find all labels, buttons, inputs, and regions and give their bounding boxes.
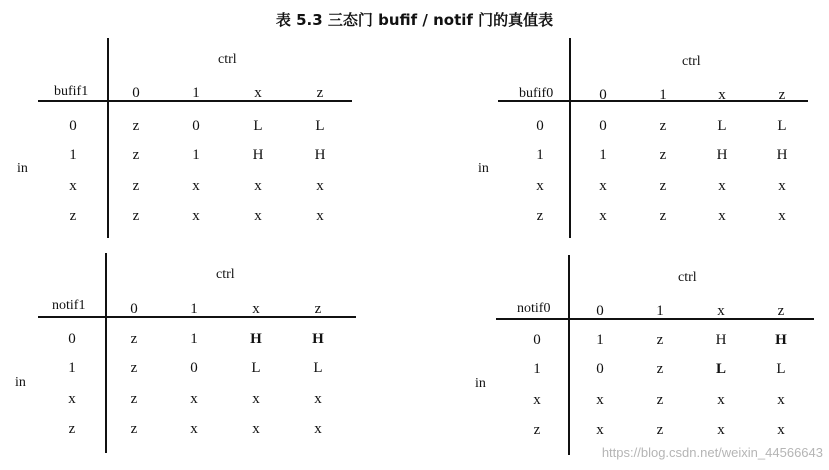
output-cell: z — [659, 147, 667, 163]
output-cell: x — [717, 392, 725, 408]
output-cell: 0 — [190, 360, 198, 376]
output-cell: x — [599, 178, 607, 194]
output-cell: 1 — [192, 147, 200, 163]
ctrl-value: x — [718, 87, 726, 103]
ctrl-value: 0 — [132, 85, 140, 101]
in-value: z — [536, 208, 544, 224]
output-cell: z — [659, 118, 667, 134]
ctrl-value: 0 — [599, 87, 607, 103]
in-value: x — [533, 392, 541, 408]
output-cell: x — [596, 422, 604, 438]
output-cell: x — [717, 422, 725, 438]
in-value: x — [536, 178, 544, 194]
output-cell: L — [313, 360, 323, 376]
in-label: in — [15, 375, 26, 390]
output-cell: z — [659, 178, 667, 194]
table-caption: 表 5.3 三态门 bufif / notif 门的真值表 — [275, 11, 554, 29]
vertical-rule — [107, 38, 109, 238]
output-cell: H — [250, 331, 262, 347]
output-cell: z — [659, 208, 667, 224]
output-cell: z — [656, 361, 664, 377]
output-cell: x — [777, 392, 785, 408]
ctrl-value: 0 — [130, 301, 138, 317]
output-cell: z — [132, 118, 140, 134]
output-cell: H — [252, 147, 264, 163]
gate-name: notif0 — [517, 301, 551, 316]
output-cell: z — [656, 392, 664, 408]
output-cell: x — [599, 208, 607, 224]
output-cell: z — [130, 391, 138, 407]
output-cell: z — [656, 332, 664, 348]
in-value: 1 — [536, 147, 544, 163]
in-label: in — [17, 161, 28, 176]
ctrl-label: ctrl — [682, 54, 701, 69]
output-cell: x — [254, 178, 262, 194]
watermark-url: https://blog.csdn.net/weixin_44566643 — [601, 445, 823, 460]
output-cell: H — [776, 147, 788, 163]
vertical-rule — [105, 253, 107, 453]
output-cell: L — [776, 361, 786, 377]
gate-name: bufif0 — [519, 86, 554, 101]
output-cell: z — [130, 331, 138, 347]
output-cell: 0 — [599, 118, 607, 134]
output-cell: x — [192, 178, 200, 194]
in-value: 0 — [68, 331, 76, 347]
ctrl-value: 1 — [659, 87, 667, 103]
vertical-rule — [568, 255, 570, 455]
output-cell: z — [130, 421, 138, 437]
ctrl-value: z — [314, 301, 322, 317]
ctrl-value: z — [777, 303, 785, 319]
in-value: 0 — [533, 332, 541, 348]
ctrl-label: ctrl — [678, 270, 697, 285]
in-value: z — [68, 421, 76, 437]
in-value: 0 — [536, 118, 544, 134]
in-value: 1 — [69, 147, 77, 163]
output-cell: L — [777, 118, 787, 134]
ctrl-value: 0 — [596, 303, 604, 319]
output-cell: x — [192, 208, 200, 224]
in-value: 0 — [69, 118, 77, 134]
output-cell: H — [715, 332, 727, 348]
ctrl-label: ctrl — [216, 267, 235, 282]
gate-name: notif1 — [52, 298, 86, 313]
in-label: in — [478, 161, 489, 176]
output-cell: x — [316, 178, 324, 194]
in-label: in — [475, 376, 486, 391]
output-cell: x — [718, 178, 726, 194]
output-cell: z — [656, 422, 664, 438]
output-cell: z — [132, 178, 140, 194]
output-cell: x — [190, 391, 198, 407]
output-cell: H — [312, 331, 324, 347]
ctrl-value: x — [252, 301, 260, 317]
output-cell: 1 — [596, 332, 604, 348]
ctrl-value: 1 — [656, 303, 664, 319]
in-value: z — [533, 422, 541, 438]
in-value: x — [68, 391, 76, 407]
output-cell: x — [778, 178, 786, 194]
output-cell: x — [596, 392, 604, 408]
ctrl-value: 1 — [192, 85, 200, 101]
output-cell: x — [718, 208, 726, 224]
output-cell: 1 — [599, 147, 607, 163]
output-cell: x — [190, 421, 198, 437]
output-cell: x — [252, 391, 260, 407]
gate-name: bufif1 — [54, 84, 89, 99]
ctrl-value: z — [316, 85, 324, 101]
ctrl-value: z — [778, 87, 786, 103]
in-value: 1 — [68, 360, 76, 376]
output-cell: H — [716, 147, 728, 163]
output-cell: L — [717, 118, 727, 134]
output-cell: 0 — [596, 361, 604, 377]
output-cell: H — [775, 332, 787, 348]
ctrl-value: x — [717, 303, 725, 319]
output-cell: x — [314, 391, 322, 407]
output-cell: z — [132, 208, 140, 224]
output-cell: x — [252, 421, 260, 437]
output-cell: L — [251, 360, 261, 376]
ctrl-label: ctrl — [218, 52, 237, 67]
ctrl-value: x — [254, 85, 262, 101]
in-value: 1 — [533, 361, 541, 377]
ctrl-value: 1 — [190, 301, 198, 317]
output-cell: x — [777, 422, 785, 438]
output-cell: x — [316, 208, 324, 224]
output-cell: L — [253, 118, 263, 134]
vertical-rule — [569, 38, 571, 238]
output-cell: L — [715, 361, 726, 377]
output-cell: x — [778, 208, 786, 224]
in-value: z — [69, 208, 77, 224]
output-cell: x — [314, 421, 322, 437]
output-cell: L — [315, 118, 325, 134]
output-cell: z — [130, 360, 138, 376]
output-cell: 0 — [192, 118, 200, 134]
output-cell: H — [314, 147, 326, 163]
output-cell: x — [254, 208, 262, 224]
output-cell: z — [132, 147, 140, 163]
in-value: x — [69, 178, 77, 194]
output-cell: 1 — [190, 331, 198, 347]
